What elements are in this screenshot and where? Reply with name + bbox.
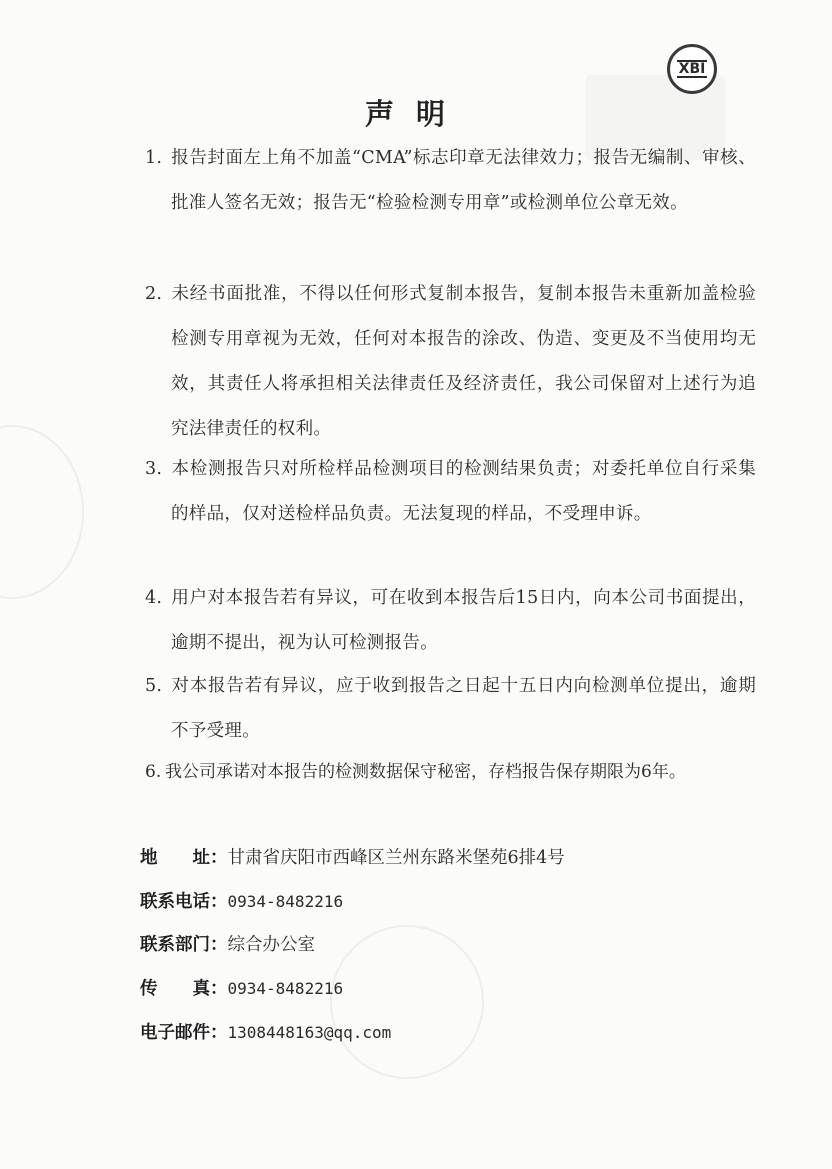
item-text: 本检测报告只对所检样品检测项目的检测结果负责；对委托单位自行采集的样品，仅对送检样品负责。无法复现的样品，不受理申诉。 xyxy=(171,459,756,524)
email-label: 电子邮件： xyxy=(140,1023,228,1043)
faint-stamp-ring-left xyxy=(0,425,84,599)
contact-email xyxy=(140,1018,740,1048)
item-number: 4. xyxy=(145,588,163,608)
email-value: 1308448163@qq.com xyxy=(227,1023,392,1042)
statement-item-5 xyxy=(145,664,756,754)
item-number: 3. xyxy=(145,459,163,479)
statement-item-2 xyxy=(145,272,756,452)
item-number: 1. xyxy=(145,148,163,168)
item-text: 我公司承诺对本报告的检测数据保守秘密，存档报告保存期限为6年。 xyxy=(165,762,686,782)
department-value: 综合办公室 xyxy=(227,935,315,955)
statement-item-1 xyxy=(145,136,756,226)
statement-item-3 xyxy=(145,447,756,537)
item-text: 对本报告若有异议，应于收到报告之日起十五日内向检测单位提出，逾期不予受理。 xyxy=(171,676,756,741)
company-logo-badge xyxy=(667,44,717,94)
item-number: 5. xyxy=(145,676,163,696)
address-value: 甘肃省庆阳市西峰区兰州东路米堡苑6排4号 xyxy=(227,848,565,868)
contact-phone xyxy=(140,887,740,917)
phone-label: 联系电话： xyxy=(140,892,228,912)
department-label: 联系部门： xyxy=(140,935,228,955)
contact-fax xyxy=(140,974,740,1004)
contact-address xyxy=(140,843,740,873)
item-text: 用户对本报告若有异议，可在收到本报告后15日内，向本公司书面提出，逾期不提出，视为认可检测报告。 xyxy=(171,588,756,653)
statement-item-6 xyxy=(145,750,771,795)
fax-value: 0934-8482216 xyxy=(227,979,344,998)
phone-value: 0934-8482216 xyxy=(227,892,344,911)
statement-item-4 xyxy=(145,576,756,666)
item-number: 2. xyxy=(145,284,163,304)
item-number: 6. xyxy=(145,762,162,782)
item-text: 报告封面左上角不加盖“CMA”标志印章无法律效力；报告无编制、审核、批准人签名无效；报告无“检验检测专用章”或检测单位公章无效。 xyxy=(171,148,756,213)
contact-department xyxy=(140,930,740,960)
fax-label: 传 真： xyxy=(140,979,228,999)
item-text: 未经书面批准，不得以任何形式复制本报告，复制本报告未重新加盖检验检测专用章视为无效，任何对本报告的涂改、伪造、变更及不当使用均无效，其责任人将承担相关法律责任及经济责任，我公司保留对上述行为追究法律责任的权利。 xyxy=(171,284,756,439)
page-title: 声明 xyxy=(364,97,467,131)
logo-text: XBI xyxy=(678,61,706,77)
address-label: 地 址： xyxy=(140,848,228,868)
